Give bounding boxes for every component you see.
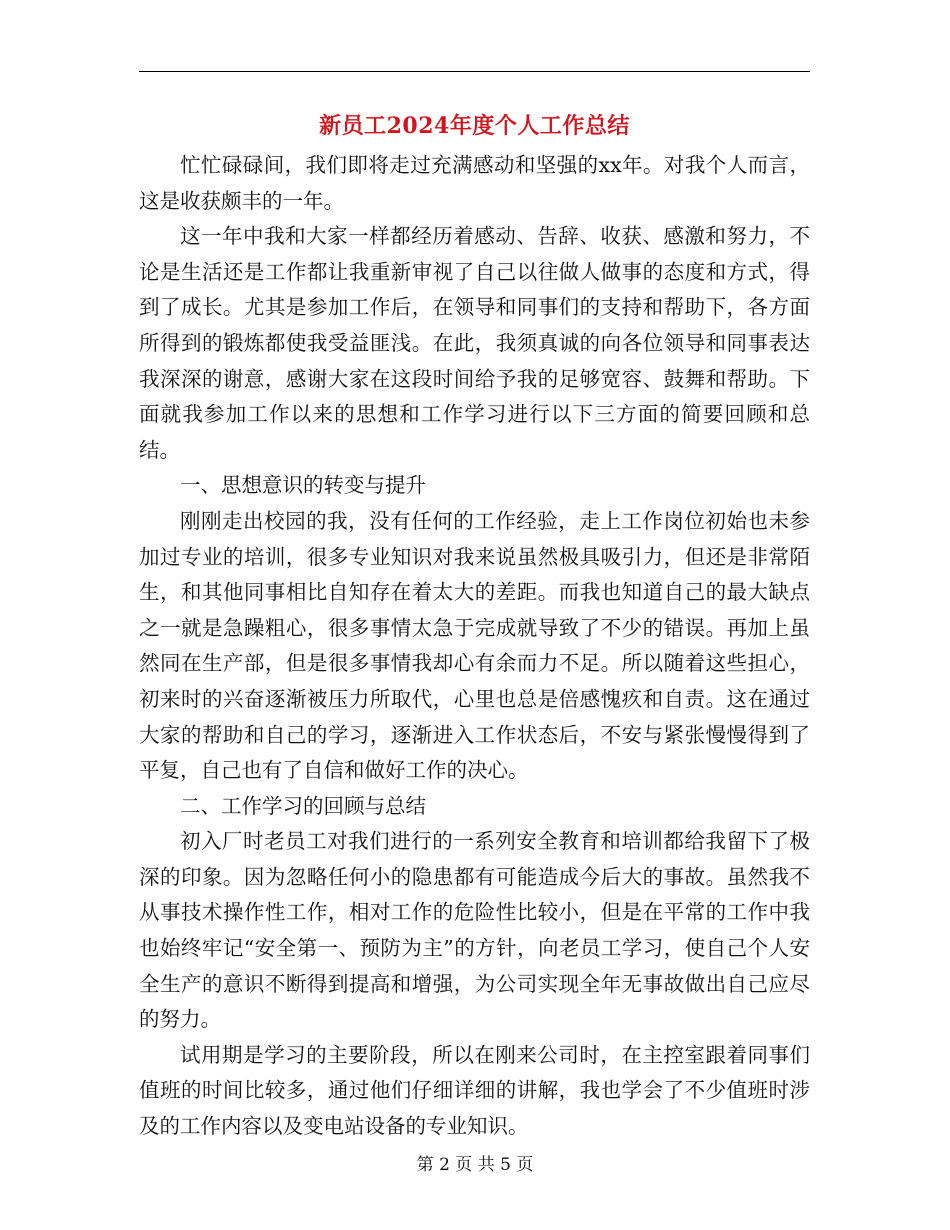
document-body <box>139 148 810 1145</box>
paragraph-probation: 试用期是学习的主要阶段，所以在刚来公司时，在主控室跟着同事们值班的时间比较多，通过他们仔细详细的讲解，我也学会了不少值班时涉及的工作内容以及变电站设备的专业知识。 <box>139 1042 810 1139</box>
header-rule <box>139 71 810 72</box>
paragraph-intro: 忙忙碌碌间，我们即将走过充满感动和坚强的xx年。对我个人而言，这是收获颇丰的一年。 <box>139 153 810 213</box>
page-footer: 第 2 页 共 5 页 <box>416 1155 534 1175</box>
paragraph-section-1: 刚刚走出校园的我，没有任何的工作经验，走上工作岗位初始也未参加过专业的培训，很多专业知识对我来说虽然极具吸引力，但还是非常陌生，和其他同事相比自知存在着太大的差距。而我也知道自己的最大缺点之一就是急躁粗心，很多事情太急于完成就导致了不少的错误。再加上虽然同在生产部，但是很多事情我却心有余而力不足。所以随着这些担心，初来时的兴奋逐渐被压力所取代，心里也总是倍感愧疚和自责。这在通过大家的帮助和自己的学习，逐渐进入工作状态后，不安与紧张慢慢得到了平复，自己也有了自信和做好工作的决心。 <box>139 508 810 783</box>
paragraph-overview: 这一年中我和大家一样都经历着感动、告辞、收获、感激和努力，不论是生活还是工作都让我重新审视了自己以往做人做事的态度和方式，得到了成长。尤其是参加工作后，在领导和同事们的支持和帮助下，各方面所得到的锻炼都使我受益匪浅。在此，我须真诚的向各位领导和同事表达我深深的谢意，感谢大家在这段时间给予我的足够宽容、鼓舞和帮助。下面就我参加工作以来的思想和工作学习进行以下三方面的简要回顾和总结。 <box>139 224 810 462</box>
document-title: 新员工2024年度个人工作总结 <box>319 113 630 139</box>
section-heading-1: 一、思想意识的转变与提升 <box>180 473 426 498</box>
paragraph-safety: 初入厂时老员工对我们进行的一系列安全教育和培训都给我留下了极深的印象。因为忽略任何小的隐患都有可能造成今后大的事故。虽然我不从事技术操作性工作，相对工作的危险性比较小，但是在平常的工作中我也始终牢记“安全第一、预防为主”的方针，向老员工学习，使自己个人安全生产的意识不断得到提高和增强，为公司实现全年无事故做出自己应尽的努力。 <box>139 829 810 1032</box>
section-heading-2: 二、工作学习的回顾与总结 <box>180 793 426 818</box>
